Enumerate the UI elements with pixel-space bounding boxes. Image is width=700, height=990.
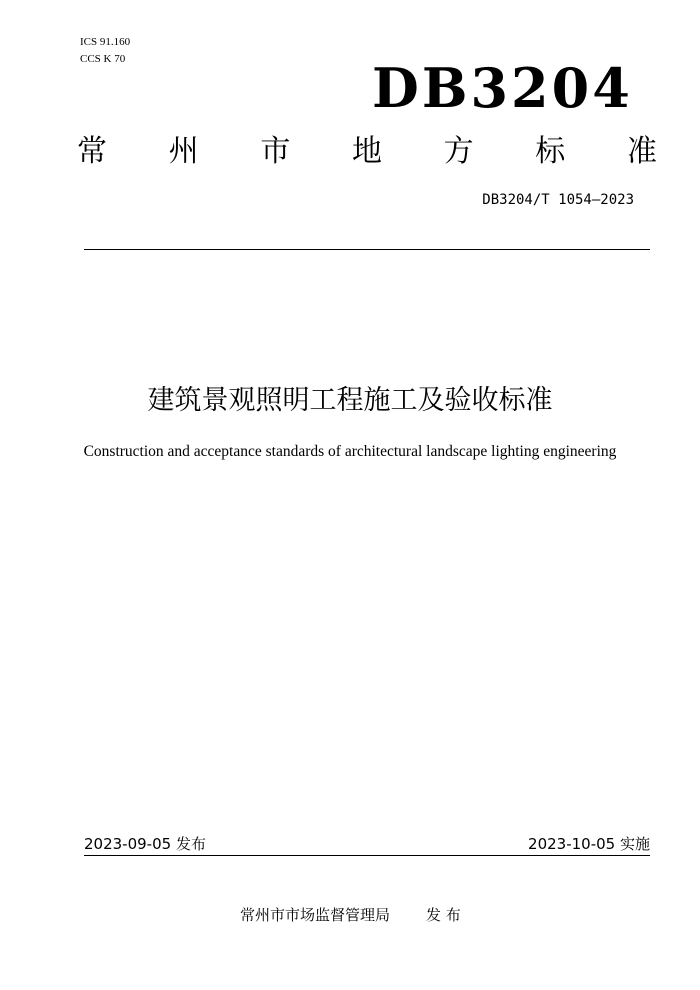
title-chinese: 建筑景观照明工程施工及验收标准	[147, 385, 553, 416]
standard-number: DB3204/T 1054—2023	[482, 192, 634, 208]
issuer-name: 常州市市场监督管理局	[240, 906, 391, 924]
document-type-char: 方	[443, 134, 474, 169]
document-type-char: 常	[77, 134, 107, 169]
document-type-heading	[77, 132, 657, 172]
title-english: Construction and acceptance standards of architectural landscape lighting engineering	[83, 443, 617, 460]
bottom-divider	[84, 855, 650, 856]
publisher-line	[240, 905, 461, 925]
implementation-date: 2023-10-05 实施	[528, 835, 650, 853]
top-divider	[84, 249, 650, 250]
document-type-char: 标	[535, 134, 566, 169]
issue-label: 发 布	[426, 906, 461, 924]
document-type-char: 地	[351, 134, 382, 169]
release-date: 2023-09-05 发布	[84, 835, 206, 853]
classification-codes	[80, 34, 130, 68]
ics-code: ICS 91.160	[80, 36, 131, 48]
document-type-char: 准	[626, 134, 657, 169]
document-type-char: 市	[260, 134, 291, 169]
ccs-code: CCS K 70	[80, 53, 126, 65]
db-logo: DB3204	[372, 56, 633, 120]
document-type-char: 州	[168, 134, 199, 169]
